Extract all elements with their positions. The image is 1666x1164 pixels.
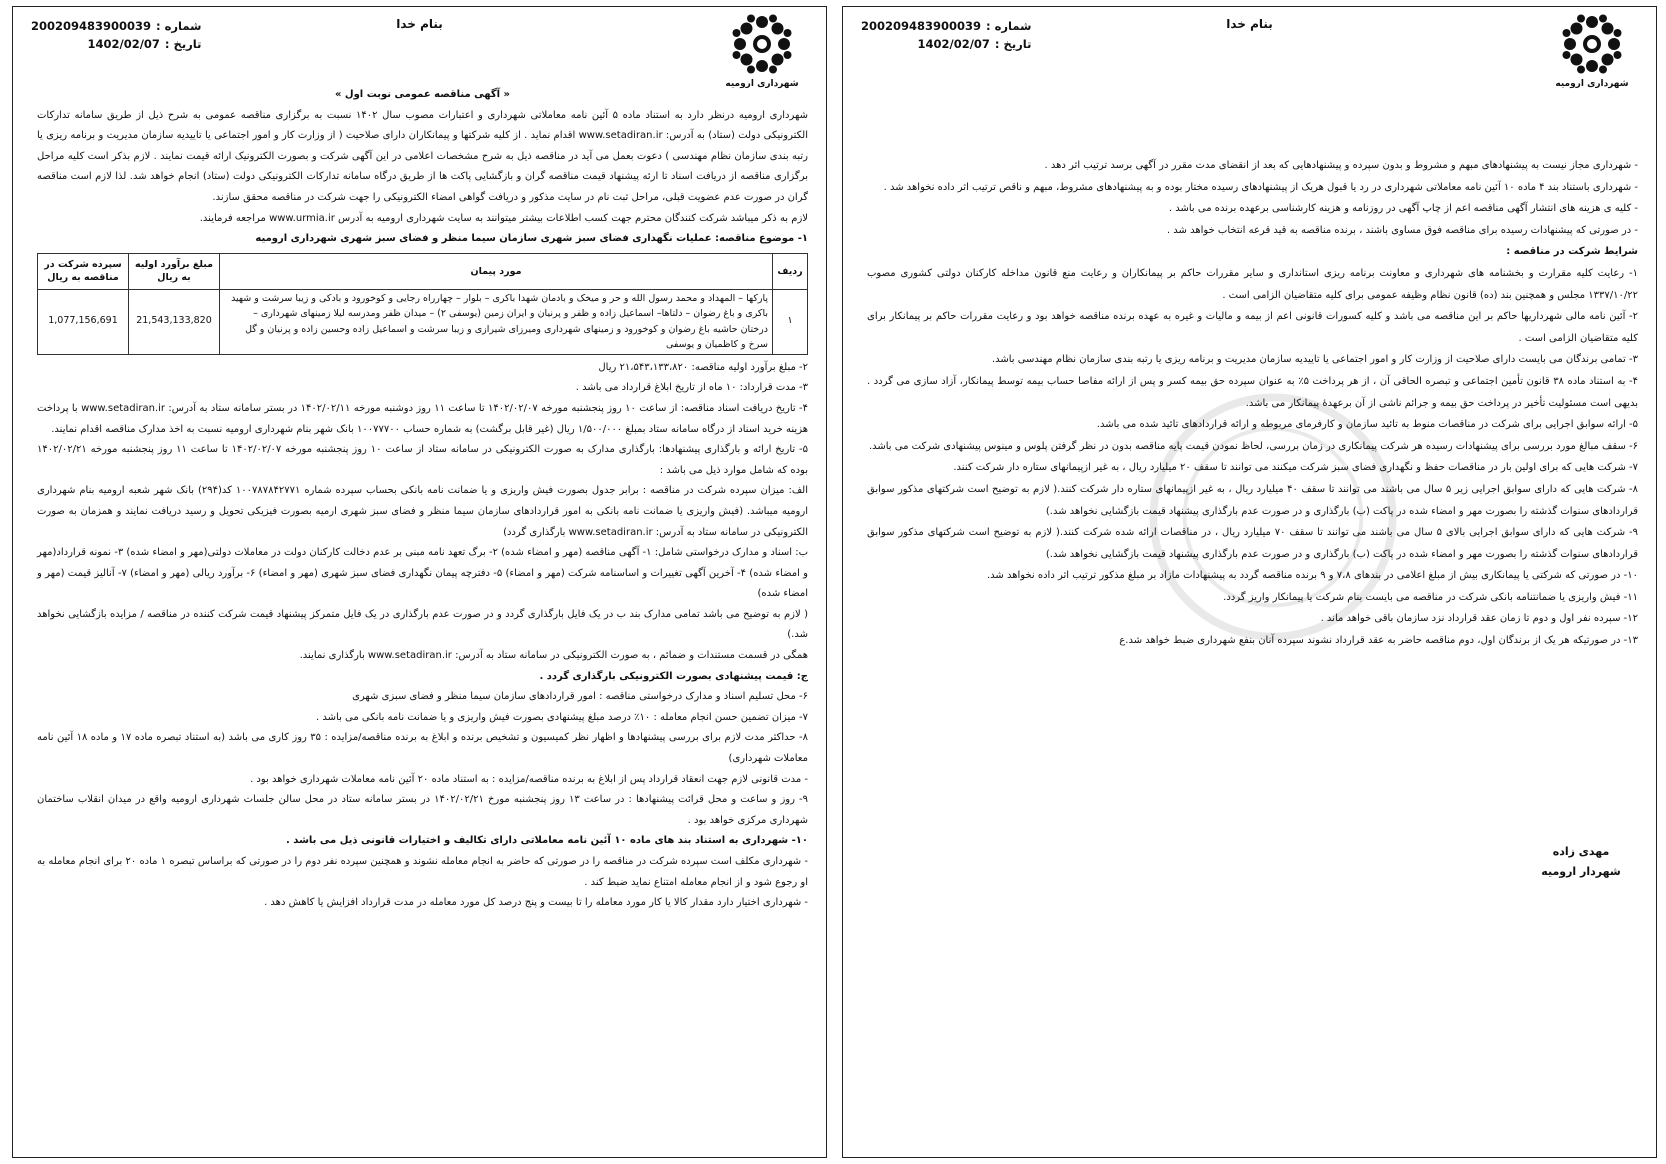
number-value: 200209483900039 <box>31 19 152 33</box>
item-6-delivery: ۶- محل تسلیم اسناد و مدارک درخواستی مناقصه : امور قراردادهای سازمان سیما منظر و فضای سبزی شهری <box>352 691 808 703</box>
date-value: 1402/02/07 <box>87 37 160 51</box>
basmala: بنام خدا <box>1226 17 1273 31</box>
number-label: شماره : <box>156 19 202 33</box>
col-deposit-header: سپرده شرکت در مناقصه به ریال <box>38 253 129 289</box>
condition-3: ۳- تمامی برندگان می بایست دارای صلاحیت از وزارت کار و امور اجتماعی یا تاییدیه سازمان مدیریت و برنامه ریزی یا رتبه بندی سازمان نظام مهندسی باشد. <box>991 354 1638 366</box>
para-ambiguous-offers: - شهرداری مجاز نیست به پیشنهادهای مبهم و مشروط و بدون سپرده و پیشنهادهایی که بعد از انقضای مدت مقرر در آگهی برسد ترتیب اثر دهد . <box>1044 160 1638 171</box>
item-2-estimate: ۲- مبلغ برآورد اولیه مناقصه: ۲۱،۵۴۳،۱۳۳،۸۲۰ ریال <box>598 361 808 373</box>
item-8-review-time: ۸- حداکثر مدت لازم برای بررسی پیشنهادها و اظهار نظر کمیسیون و تشخیص برنده و ابلاغ به برنده مناقصه/مزایده : ۳۵ روز کاری می باشد (به استناد تبصره ماده ۱۷ و ماده ۱۸ آئین نامه معاملات شهرداری) <box>37 732 808 765</box>
para-accept-reject: - شهرداری باستناد بند ۴ ماده ۱۰ آئین نامه معاملاتی شهرداری در رد یا قبول هریک از پیشنهادهای رسیده مختار بوده و به پیشنهادهای مشروط، مبهم و ناقص ترتیب اثر داده نخواهد شد . <box>883 181 1638 193</box>
intro-paragraph: شهرداری ارومیه درنظر دارد به استناد ماده ۵ آئین نامه معاملاتی شهرداری و اعتبارات مصوب سال ۱۴۰۲ نسبت به برگزاری مناقصه عمومی به شرح ذیل از طریق سامانه تدارکات الکترونیکی دولت (ستاد) به آدرس: www.setadiran.ir اقدام نماید . از کلیه شرکتها و پیمانکاران دارای صلاحیت ( از وزارت کار و امور اجتماعی یا تاییدیه سازمان مدیریت و برنامه ریزی یا رتبه بندی سازمان نظام مهندسی ) دعوت بعمل می آید در مناقصه ذیل به شرح مشخصات اعلامی در این آگهی شرکت و بصورت الکترونیک ارائه قیمت نمایند . لازم بذکر است کلیه مراحل برگزاری مناقصه از دریافت اسناد تا ارئه پیشنهاد قیمت مناقصه گران و بازگشایی پاکت ها از طریق درگاه سامانه تدارکات الکترونیکی دولت (ستاد) انجام خواهد شد. لذا لازم است مناقصه گران در صورت عدم عضویت قبلی، مراحل ثبت نام در سایت مذکور و دریافت گواهی امضاء الکترونیکی را جهت شرکت در مناقصه محقق سازند. <box>37 109 808 203</box>
signer-name: مهدی زاده <box>1552 845 1610 858</box>
col-row-header: ردیف <box>773 253 808 289</box>
date-value: 1402/02/07 <box>917 37 990 51</box>
item-5b-note: ( لازم به توضیح می باشد تمامی مدارک بند ب در یک فایل بارگذاری گردد و در صورت عدم بارگذاری در یک فایل متمرکز پیشنهاد قیمت شرکت کننده در مناقصه / مزایده بازگشایی نخواهد شد.) <box>37 608 808 641</box>
condition-1: ۱- رعایت کلیه مقرارت و بخشنامه های شهرداری و معاونت برنامه ریزی استانداری و سایر مقررات حاکم بر پیمانکاران و رعایت منع قانون مداخله کارکنان دولتی کشوری مصوب ۱۳۳۷/۱۰/۲۲ مجلس و همچنین بند (ده) قانون نظام وظیفه عمومی برای کلیه متقاضیان الزامی است . <box>867 267 1638 301</box>
announcement-title: « آگهی مناقصه عمومی نوبت اول » <box>334 89 511 100</box>
item-5b-documents: ب: اسناد و مدارک درخواستی شامل: ۱- آگهی مناقصه (مهر و امضاء شده) ۲- برگ تعهد نامه مبنی بر عدم دخالت کارکنان دولت در معاملات دولتی(مهر و امضاء شده) ۳- نمونه قرارداد(مهر و امضاء شده) ۴- آخرین آگهی تغییرات و اساسنامه شرکت (مهر و امضاء) ۵- دفترچه پیمان نگهداری فضای سبز شهری (مهر و امضاء) ۶- برآورد ریالی (مهر و امضاء) ۷- آنالیز قیمت (مهر و امضاء شده) <box>37 547 808 600</box>
item-10-deposit-forfeit: - شهرداری مکلف است سپرده شرکت در مناقصه را در صورتی که حاضر به انجام معامله نشوند و همچنین سپرده نفر دوم را در صورتی که براساس تبصره ۱ ماده ۲۰ برای انجام معامله به او رجوع شود و از انجام معامله امتناع نماید ضبط کند . <box>37 856 808 888</box>
condition-11: ۱۱- فیش واریزی یا ضمانتنامه بانکی شرکت در مناقصه می بایست بنام شرکت یا پیمانکار واریز گردد. <box>1223 591 1638 603</box>
item-5-upload-note: همگی در قسمت مستندات و ضمائم ، به صورت الکترونیکی در سامانه ستاد به آدرس: www.setadiran.ir بارگذاری نمایند. <box>299 650 808 662</box>
condition-13: ۱۳- در صورتیکه هر یک از برندگان اول، دوم مناقصه حاضر به عقد قرارداد نشوند سپرده آنان بنفع شهرداری ضبط خواهد شد.ع <box>1119 635 1638 647</box>
item-7-guarantee: ۷- میزان تضمین حسن انجام معامله : ۱۰٪ درصد مبلغ پیشنهادی بصورت فیش واریزی و یا ضمانت نامه بانکی می باشد . <box>316 711 808 723</box>
table-header-row <box>38 253 808 289</box>
deposit-amount: 1,077,156,691 <box>38 289 129 354</box>
item-9-opening: ۹- روز و ساعت و محل قرائت پیشنهادها : در ساعت ۱۳ روز پنجشنبه مورخ ۱۴۰۲/۰۲/۲۱ در بستر سامانه ستاد در محل سالن جلسات شهرداری ارومیه واقع در میدان انقلاب ساختمان شهرداری مرکزی خواهد بود . <box>37 794 808 826</box>
date-label: تاریخ : <box>994 37 1032 51</box>
signer-title: شهردار ارومیه <box>1541 865 1621 878</box>
conditions-title: شرایط شرکت در مناقصه : <box>1506 246 1638 258</box>
condition-7: ۷- شرکت هایی که برای اولین بار در مناقصات حفظ و نگهداری فضای سبز شرکت میکنند می توانند تا سقف ۲۰ میلیارد ریال ، به غیر ازپیمانهای ستاره دار شرکت کنند. <box>953 462 1638 474</box>
item-5a-deposit: الف: میزان سپرده شرکت در مناقصه : برابر جدول بصورت فیش واریزی و یا ضمانت نامه بانکی بحساب سپرده شماره ۱۰۰۷۸۷۸۴۲۷۷۱ کد(۲۹۴) بانک شهر شعبه ارومیه بنام شهرداری ارومیه میباشد. (فیش واریزی یا ضمانت نامه بانکی به امور قراردادهای سازمان سیما منظر و فضای سبز شهری ارمیه بصورت فیزیکی تحویل و رسید دریافت نمایند و همزمان به صورت الکترونیکی در سامانه ستاد به آدرس: www.setadiran.ir بارگذاری گردد) <box>37 485 808 538</box>
condition-9: ۹- شرکت هایی که دارای سوابق اجرایی بالای ۵ سال می باشند می توانند تا سقف ۷۰ میلیارد ریال ، در مناقصات ارائه شده شرکت کنند.( لازم به توضیح است شرکتهای مذکور سوابق قراردادهای سنوات گذشته را بصورت مهر و امضاء شده در پاکت (ب) بارگذاری و در صورت عدم بارگذاری پیشنهاد قیمت بازگشایی نخواهد شد.) <box>867 527 1638 560</box>
item-10-quantity-change: - شهرداری اختیار دارد مقدار کالا یا کار مورد معامله را تا بیست و پنج درصد کل مورد معامله در مدت قرارداد افزایش یا کاهش دهد . <box>264 897 808 909</box>
condition-5: ۵- ارائه سوابق اجرایی برای شرکت در مناقصات منوط به تائید سازمان و کارفرمای مربوطه و ارائه قراردادهای تائید شده می باشد. <box>1096 419 1638 431</box>
tender-subject: ۱- موضوع مناقصه: عملیات نگهداری فضای سبز شهری سازمان سیما منظر و فضای سبز شهری شهرداری ارومیه <box>255 233 808 245</box>
letter-meta <box>861 17 1031 53</box>
item-4-documents-receipt: ۴- تاریخ دریافت اسناد مناقصه: از ساعت ۱۰ روز پنجشنبه مورخه ۱۴۰۲/۰۲/۰۷ تا ساعت ۱۱ روز دوشنبه مورخه ۱۴۰۲/۰۲/۱۱ در بستر سامانه ستاد به آدرس: www.setadiran.ir با پرداخت هزینه خرید اسناد از درگاه سامانه ستاد بمبلغ ۱/۵۰۰/۰۰۰ ریال (غیر قابل برگشت) به شماره حساب ۱۰۰۷۷۷۰۰ بانک شهر بنام شهرداری ارومیه نسبت به اخذ مدارک مناقصه اقدام نمایند. <box>37 402 808 435</box>
condition-6: ۶- سقف مبالغ مورد بررسی برای پیشنهادات رسیده هر شرکت پیمانکاری در زمان بررسی، لحاظ نمودن قیمت پایه مناقصه بدون در نظر گرفتن پلوس و مینوس پیشنهادی شرکت می باشد. <box>868 440 1638 452</box>
letter-meta <box>31 17 201 53</box>
item-3-duration: ۳- مدت قرارداد: ۱۰ ماه از تاریخ ابلاغ قرارداد می باشد . <box>575 382 808 394</box>
table-row <box>38 289 808 354</box>
item-5-submission: ۵- تاریخ ارائه و بارگذاری پیشنهادها: بارگذاری مدارک به صورت الکترونیکی در سامانه ستاد از ساعت ۱۰ روز پنجشنبه مورخه ۱۴۰۲/۰۲/۰۷ تا ساعت ۱۱ روز پنجشنبه مورخه ۱۴۰۲/۰۲/۲۱ بوده که شامل موارد ذیل می باشد : <box>37 444 809 476</box>
col-estimate-header: مبلغ برآورد اولیه به ریال <box>129 253 220 289</box>
signature-block <box>843 842 1656 882</box>
condition-2: ۲- آئین نامه مالی شهرداریها حاکم بر این مناقصه می باشد و کلیه کسورات قانونی اعم از بیمه و مالیات و غیره به عهده برنده مناقصه خواهد بود و رعایت مقررات حاکم بر پیمانکار برای کلیه متقاضیان الزامی است . <box>867 311 1638 344</box>
item-10-authority: ۱۰- شهرداری به استناد بند های ماده ۱۰ آئین نامه معاملاتی دارای تکالیف و اختیارات قانونی ذیل می باشد . <box>286 835 808 847</box>
contract-table <box>37 253 808 355</box>
contract-description: پارکها – المهداد و محمد رسول الله و حر و میخک و بادمان شهدا باکری – بلوار – چهارراه رجایی و کوخورود و بادکی و زیبا سرشت و شهید باکری و باغ رضوان – دلتاها– اسماعیل زاده و ظفر و پرنیان و ایران زمین (یوسفی ۲) – میدان ظفر ومدرسه لیلا زمینهای شهرداری – درختان حاشیه باغ رضوان و کوخورود و زمینهای شهرداری ومیرزای شیرازی و زیبا سرشت و اسماعیل زاده وحسین زاده و پرنیان و گل سرخ و کاظمیان و یوسفی <box>220 289 773 354</box>
tender-items <box>37 358 808 914</box>
estimate-amount: 21,543,133,820 <box>129 289 220 354</box>
condition-12: ۱۲- سپرده نفر اول و دوم تا زمان عقد قرارداد نزد سازمان باقی خواهد ماند . <box>1320 613 1638 625</box>
row-number: ۱ <box>773 289 808 354</box>
para-equal-offers: - در صورتی که پیشنهادات رسیده برای مناقصه فوق مساوی باشند ، برنده مناقصه به قید قرعه انتخاب خواهد شد . <box>1166 224 1638 236</box>
para-ad-costs: - کلیه ی هزینه های انتشار آگهی مناقصه اعم از چاپ آگهی در روزنامه و هزینه کارشناسی برعهده برنده می باشد . <box>1168 203 1638 215</box>
number-value: 200209483900039 <box>861 19 982 33</box>
item-8-contract-time: - مدت قانونی لازم جهت انعقاد قرارداد پس از ابلاغ به برنده مناقصه/مزایده : به استناد ماده ۲۰ آئین نامه معاملات شهرداری خواهد بود . <box>250 773 808 785</box>
org-name: شهرداری ارومیه <box>1555 79 1629 89</box>
right-page <box>842 6 1657 1158</box>
number-label: شماره : <box>986 19 1032 33</box>
tender-announcement <box>37 85 808 914</box>
left-page <box>12 6 827 1158</box>
condition-10: ۱۰- در صورتی که شرکتی یا پیمانکاری بیش از مبلغ اعلامی در بندهای ۷،۸ و ۹ برنده مناقصه گردد به پیشنهادات مازاد بر مبلغ مذکور ترتیب اثر داده نخواهد شد. <box>986 570 1638 582</box>
item-5c-price: ج: قیمت پیشنهادی بصورت الکترونیکی بارگذاری گردد . <box>539 670 808 682</box>
date-label: تاریخ : <box>164 37 202 51</box>
org-name: شهرداری ارومیه <box>725 79 799 89</box>
website-note: لازم به ذکر میباشد شرکت کنندگان محترم جهت کسب اطلاعات بیشتر میتوانند به سایت شهرداری ارومیه به آدرس www.urmia.ir مراجعه فرمایند. <box>199 212 808 224</box>
col-item-header: مورد پیمان <box>220 253 773 289</box>
tender-conditions <box>867 155 1638 652</box>
condition-8: ۸- شرکت هایی که دارای سوابق اجرایی زیر ۵ سال می باشند می توانند تا سقف ۴۰ میلیارد ریال ، به غیر ازپیمانهای ستاره دار شرکت کنند.( لازم به توضیح است شرکتهای مذکور سوابق قراردادهای سنوات گذشته را بصورت مهر و امضاء شده در پاکت (ب) بارگذاری و در صورت عدم بارگذاری پیشنهاد قیمت بازگشایی نخواهد شد.) <box>867 483 1638 517</box>
condition-4: ۴- به استناد ماده ۳۸ قانون تأمین اجتماعی و تبصره الحاقی آن ، از هر پرداخت ۵٪ به عنوان سپرده حق بیمه کسر و پس از ارائه مفاصا حساب بیمه توسط پیمانکار، آزاد سازی می گردد . بدیهی است مسئولیت تأخیر در پرداخت حق بیمه و جرائم ناشی از آن برعهدۀ پیمانکار می باشد. <box>867 375 1638 409</box>
basmala: بنام خدا <box>396 17 443 31</box>
